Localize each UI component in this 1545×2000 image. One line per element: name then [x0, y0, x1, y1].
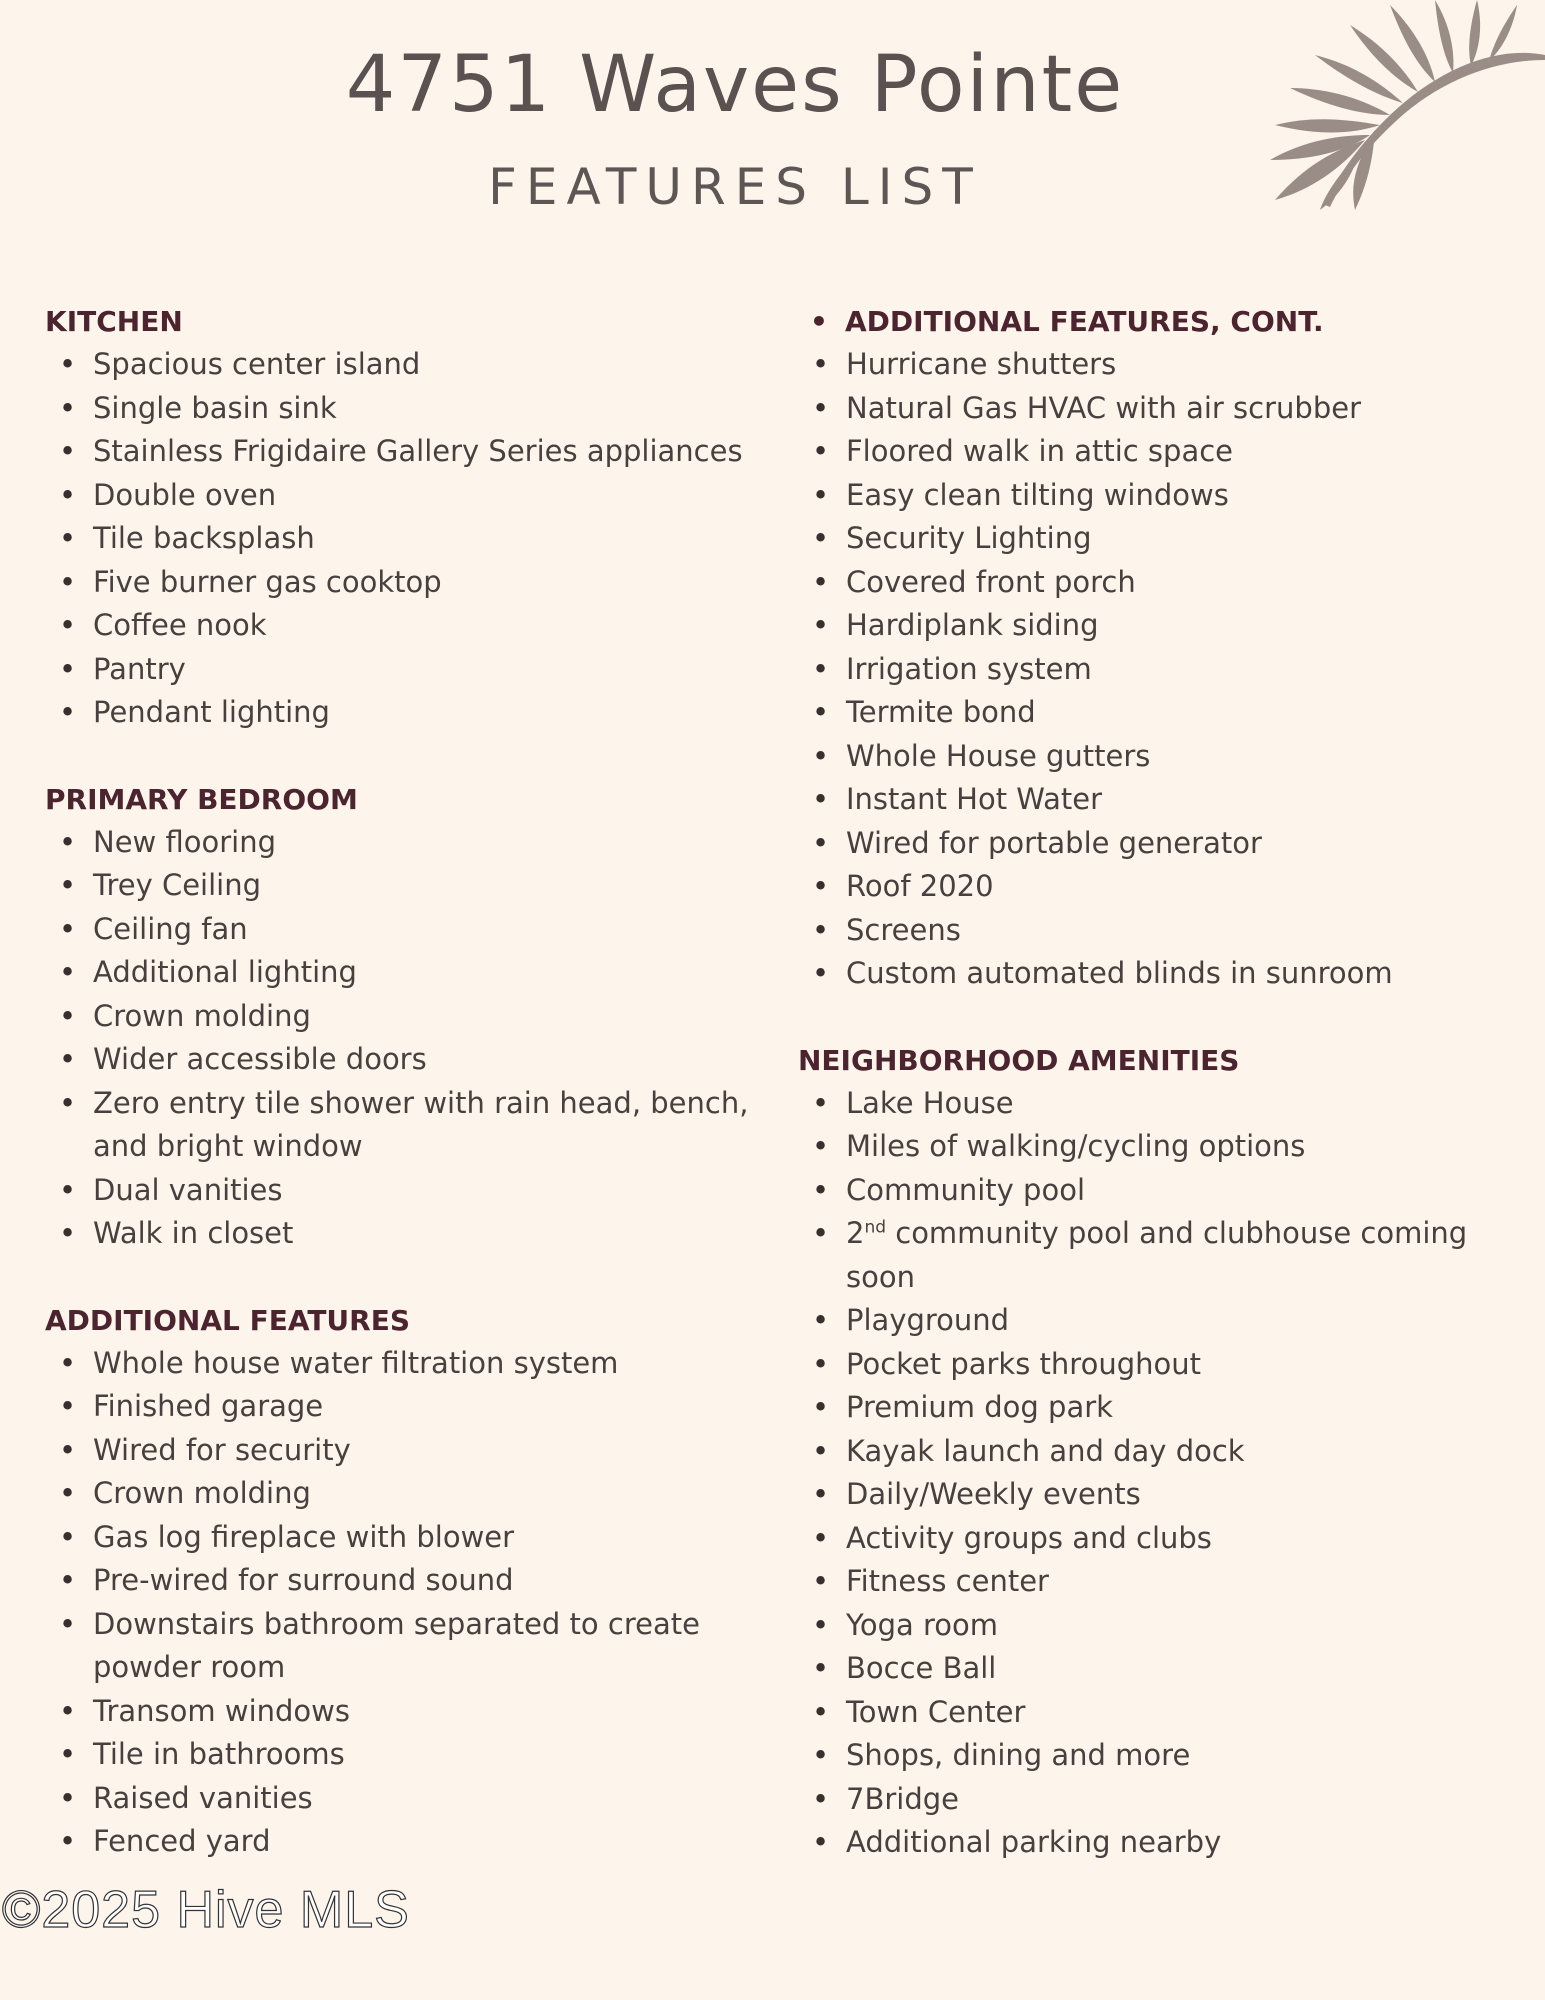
list-item: • Five burner gas cooktop — [45, 561, 765, 605]
list-item: • Roof 2020 — [798, 865, 1518, 909]
neighborhood-amenities-section — [798, 1039, 1518, 1865]
list-item: • Single basin sink — [45, 387, 765, 431]
list-item: • Zero entry tile shower with rain head, bench, and bright window — [45, 1082, 765, 1169]
list-item: • Shops, dining and more — [798, 1734, 1518, 1778]
list-item: • Whole House gutters — [798, 735, 1518, 779]
right-column — [798, 300, 1518, 1908]
palm-leaf-icon — [1255, 0, 1545, 210]
additional-features-cont-list — [798, 343, 1518, 996]
list-item: • Premium dog park — [798, 1386, 1518, 1430]
additional-features-cont-heading: • ADDITIONAL FEATURES, CONT. — [798, 300, 1518, 343]
kitchen-section — [45, 300, 765, 735]
additional-features-cont-section — [798, 300, 1518, 996]
list-item: • Finished garage — [45, 1385, 765, 1429]
list-item: • Additional parking nearby — [798, 1821, 1518, 1865]
neighborhood-amenities-list — [798, 1082, 1518, 1865]
list-item: • Raised vanities — [45, 1777, 765, 1821]
left-column — [45, 300, 765, 1907]
list-item: • Pocket parks throughout — [798, 1343, 1518, 1387]
kitchen-list — [45, 343, 765, 735]
kitchen-heading: KITCHEN — [45, 305, 183, 338]
list-item: • Downstairs bathroom separated to create powder room — [45, 1603, 765, 1690]
list-item: • Coffee nook — [45, 604, 765, 648]
list-item: • Fenced yard — [45, 1820, 765, 1864]
list-item: • Tile backsplash — [45, 517, 765, 561]
list-item: • Whole house water filtration system — [45, 1342, 765, 1386]
list-item: • Tile in bathrooms — [45, 1733, 765, 1777]
list-item: • Covered front porch — [798, 561, 1518, 605]
list-item: • Trey Ceiling — [45, 864, 765, 908]
copyright-watermark: ©2025 Hive MLS — [2, 1881, 410, 1939]
primary-bedroom-list — [45, 821, 765, 1256]
list-item: • Irrigation system — [798, 648, 1518, 692]
list-item: • Screens — [798, 909, 1518, 953]
additional-features-section — [45, 1299, 765, 1864]
list-item: • Gas log fireplace with blower — [45, 1516, 765, 1560]
pool-ordinal-suffix: nd — [864, 1217, 887, 1238]
list-item: • Daily/Weekly events — [798, 1473, 1518, 1517]
list-item: • 7Bridge — [798, 1778, 1518, 1822]
list-item: • Pendant lighting — [45, 691, 765, 735]
list-item: • Miles of walking/cycling options — [798, 1125, 1518, 1169]
list-item: • Double oven — [45, 474, 765, 518]
list-item: • Natural Gas HVAC with air scrubber — [798, 387, 1518, 431]
list-item: • Wired for security — [45, 1429, 765, 1473]
list-item: • Bocce Ball — [798, 1647, 1518, 1691]
list-item: • Additional lighting — [45, 951, 765, 995]
list-item: • Pantry — [45, 648, 765, 692]
pool-number: 2 — [846, 1216, 865, 1250]
list-item: • Spacious center island — [45, 343, 765, 387]
page-subtitle: FEATURES LIST — [488, 158, 982, 216]
list-item: • Wired for portable generator — [798, 822, 1518, 866]
additional-features-heading: ADDITIONAL FEATURES — [45, 1303, 411, 1337]
neighborhood-amenities-heading: NEIGHBORHOOD AMENITIES — [798, 1043, 1240, 1077]
list-item: • Playground — [798, 1299, 1518, 1343]
list-item: • New flooring — [45, 821, 765, 865]
pool-text: community pool and clubhouse coming soon — [846, 1216, 1468, 1294]
list-item: • Custom automated blinds in sunroom — [798, 952, 1518, 996]
list-item: • Lake House — [798, 1082, 1518, 1126]
list-item: • Easy clean tilting windows — [798, 474, 1518, 518]
list-item: • Dual vanities — [45, 1169, 765, 1213]
list-item: • Activity groups and clubs — [798, 1517, 1518, 1561]
list-item: • Instant Hot Water — [798, 778, 1518, 822]
primary-bedroom-heading: PRIMARY BEDROOM — [45, 782, 358, 816]
list-item: • Ceiling fan — [45, 908, 765, 952]
list-item: • Floored walk in attic space — [798, 430, 1518, 474]
list-item: • Security Lighting — [798, 517, 1518, 561]
list-item: • Crown molding — [45, 995, 765, 1039]
list-item: • Transom windows — [45, 1690, 765, 1734]
list-item-second-pool — [798, 1212, 1518, 1299]
additional-features-list — [45, 1342, 765, 1864]
list-item: • Crown molding — [45, 1472, 765, 1516]
list-item: • Fitness center — [798, 1560, 1518, 1604]
list-item: • Termite bond — [798, 691, 1518, 735]
list-item: • Yoga room — [798, 1604, 1518, 1648]
primary-bedroom-section — [45, 778, 765, 1256]
list-item: • Town Center — [798, 1691, 1518, 1735]
list-item: • Pre-wired for surround sound — [45, 1559, 765, 1603]
page-title: 4751 Waves Pointe — [345, 40, 1125, 130]
list-item: • Hardiplank siding — [798, 604, 1518, 648]
list-item: • Kayak launch and day dock — [798, 1430, 1518, 1474]
list-item: • Stainless Frigidaire Gallery Series appliances — [45, 430, 765, 474]
list-item: • Hurricane shutters — [798, 343, 1518, 387]
list-item: • Walk in closet — [45, 1212, 765, 1256]
list-item: • Wider accessible doors — [45, 1038, 765, 1082]
list-item: • Community pool — [798, 1169, 1518, 1213]
